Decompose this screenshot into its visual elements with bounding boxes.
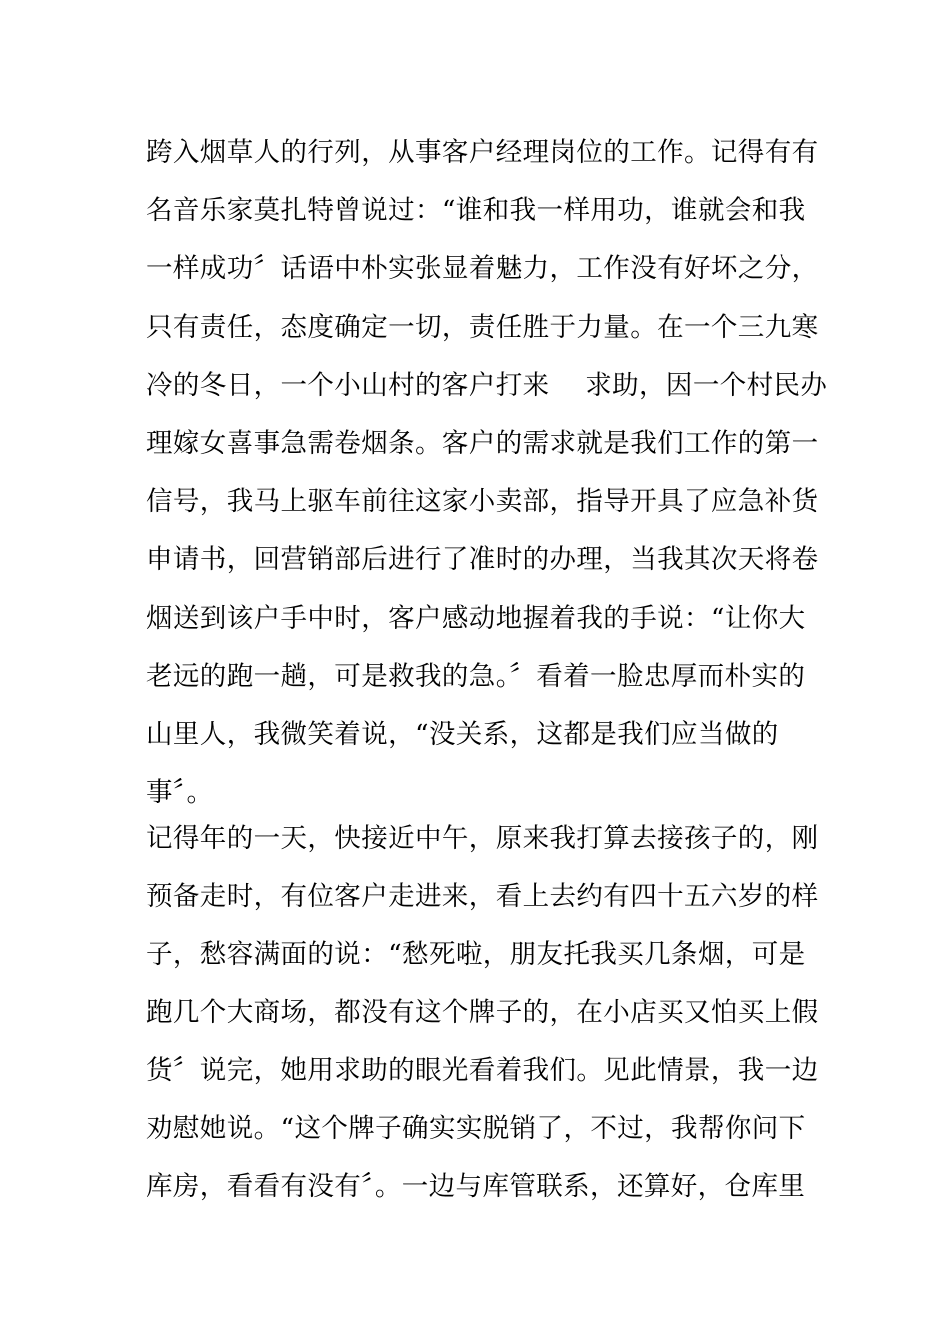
paragraph-2-line: 劝慰她说。“这个牌子确实实脱销了，不过，我帮你问下 — [146, 1113, 806, 1144]
paragraph-1-line: 名音乐家莫扎特曾说过：“谁和我一样用功，谁就会和我 — [146, 195, 806, 227]
paragraph-1-line: 申请书，回营销部后进行了准时的办理，当我其次天将卷 — [146, 544, 819, 576]
paragraph-1-line: 一样成功〞话语中朴实张显着魅力，工作没有好坏之分， — [146, 253, 819, 285]
paragraph-1-line: 冷的冬日，一个小山村的客户打来 求助，因一个村民办 — [146, 369, 828, 401]
paragraph-2-line: 子，愁容满面的说：“愁死啦，朋友托我买几条烟，可是 — [146, 939, 806, 970]
paragraph-1-line: 信号，我马上驱车前往这家小卖部，指导开具了应急补货 — [146, 486, 819, 518]
paragraph-1-line: 事〞。 — [146, 777, 214, 809]
paragraph-2-line: 预备走时，有位客户走进来，看上去约有四十五六岁的样 — [146, 881, 819, 912]
paragraph-1-line: 山里人，我微笑着说，“没关系，这都是我们应当做的 — [146, 719, 779, 750]
paragraph-1-line: 烟送到该户手中时，客户感动地握着我的手说：“让你大 — [146, 602, 806, 634]
paragraph-2-line: 库房，看看有没有〞。一边与库管联系，还算好，仓库里 — [146, 1171, 806, 1202]
paragraph-2-line: 跑几个大商场，都没有这个牌子的，在小店买又怕买上假 — [146, 997, 819, 1028]
paragraph-2-line: 货〞说完，她用求助的眼光看着我们。见此情景，我一边 — [146, 1055, 819, 1086]
paragraph-1-line: 理嫁女喜事急需卷烟条。客户的需求就是我们工作的第一 — [146, 428, 819, 459]
paragraph-2-line: 记得年的一天，快接近中午，原来我打算去接孩子的，刚 — [146, 823, 819, 854]
paragraph-1-line: 跨入烟草人的行列，从事客户经理岗位的工作。记得有有 — [146, 137, 819, 168]
paragraph-1-line: 只有责任，态度确定一切，责任胜于力量。在一个三九寒 — [146, 311, 819, 343]
paragraph-1-line: 老远的跑一趟，可是救我的急。〞看着一脸忠厚而朴实的 — [146, 660, 806, 692]
